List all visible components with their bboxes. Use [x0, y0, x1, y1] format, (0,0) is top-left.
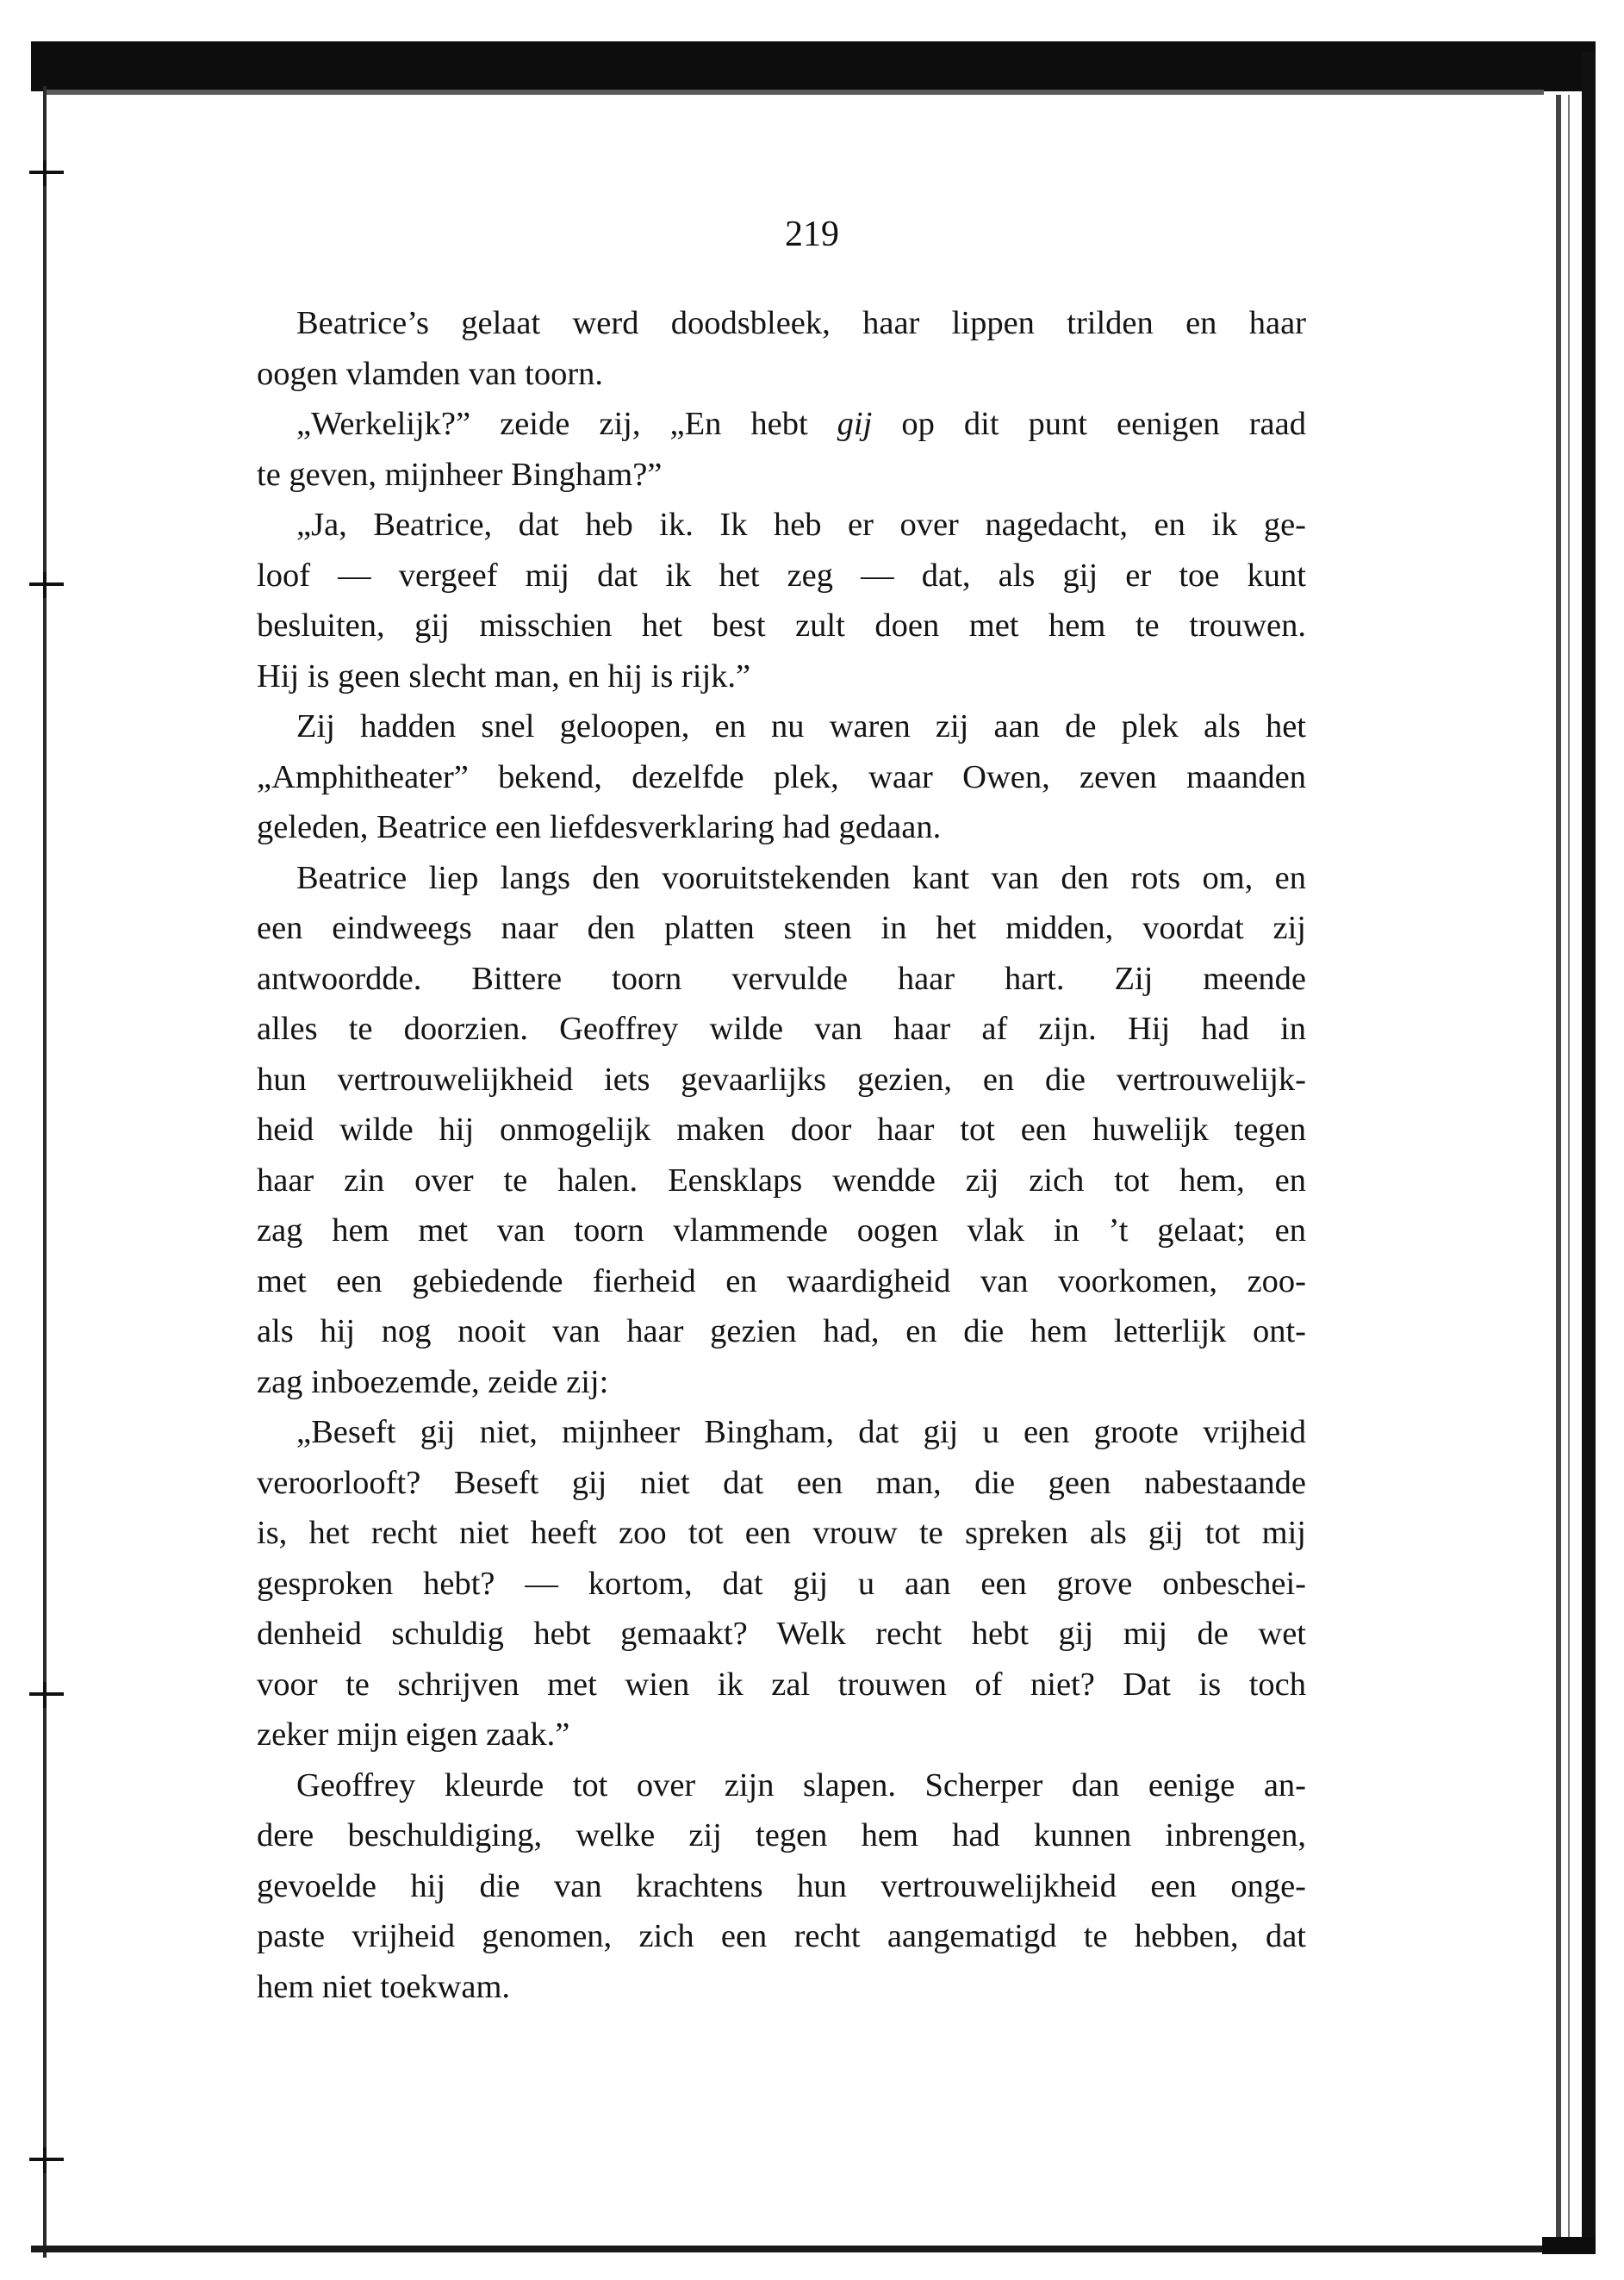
text-line: antwoordde. Bittere toorn vervulde haar hart. Zij meende [257, 960, 1306, 997]
text-line: „Beseft gij niet, mijnheer Bingham, dat gij u een groote vrijheid [296, 1414, 1306, 1450]
text-line: haar zin over te halen. Eensklaps wendde zij zich tot hem, en [257, 1162, 1306, 1199]
scan-top-shadow [45, 90, 1544, 95]
binding-mark [43, 572, 47, 598]
text-line: Hij is geen slecht man, en hij is rijk.” [257, 657, 751, 695]
text-line: gesproken hebt? — kortom, dat gij u aan een grove onbeschei- [257, 1565, 1306, 1602]
binding-mark [29, 582, 64, 586]
text-line: voor te schrijven met wien ik zal trouwen of niet? Dat is toch [257, 1666, 1306, 1703]
text-line: Zij hadden snel geloopen, en nu waren zij aan de plek als het [296, 708, 1306, 744]
text-line: „Amphitheater” bekend, dezelfde plek, waar Owen, zeven maanden [257, 758, 1306, 795]
text-line: een eindweegs naar den platten steen in het midden, voordat zij [257, 910, 1306, 946]
text-line: Beatrice liep langs den vooruitstekenden kant van den rots om, en [296, 859, 1306, 896]
text-line: hem niet toekwam. [257, 1968, 511, 2005]
text-line: Beatrice’s gelaat werd doodsbleek, haar lippen trilden en haar [296, 305, 1306, 341]
scan-left-edge [43, 86, 47, 2258]
text-line: heid wilde hij onmogelijk maken door haar tot een huwelijk tegen [257, 1112, 1306, 1148]
text-line: zeker mijn eigen zaak.” [257, 1716, 570, 1753]
text-line: hun vertrouwelijkheid iets gevaarlijks gezien, en die vertrouwelijk- [257, 1061, 1306, 1098]
binding-mark [29, 171, 64, 174]
scan-bottom-right-corner [1542, 2237, 1596, 2254]
text-line: dere beschuldiging, welke zij tegen hem had kunnen inbrengen, [257, 1817, 1306, 1853]
text-line: met een gebiedende fierheid en waardigheid van voorkomen, zoo- [257, 1262, 1306, 1299]
text-line: te geven, mijnheer Bingham?” [257, 456, 663, 493]
scan-right-border [1582, 52, 1596, 2249]
scan-top-border [31, 41, 1596, 91]
text-line: geleden, Beatrice een liefdesverklaring had gedaan. [257, 809, 942, 845]
text-line: oogen vlamden van toorn. [257, 355, 604, 392]
scan-right-inner-edge [1556, 95, 1561, 2249]
binding-mark [43, 1682, 47, 1708]
text-line: Geoffrey kleurde tot over zijn slapen. Scherper dan eenige an- [296, 1766, 1306, 1803]
text-line: zag hem met van toorn vlammende oogen vlak in ’t gelaat; en [257, 1212, 1306, 1249]
text-line: „Werkelijk?” zeide zij, „En hebt gij op dit punt eenigen raad [296, 406, 1306, 442]
scan-right-thin-edge [1568, 95, 1570, 2249]
text-line: is, het recht niet heeft zoo tot een vrouw te spreken als gij tot mij [257, 1515, 1306, 1551]
text-line: „Ja, Beatrice, dat heb ik. Ik heb er over nagedacht, en ik ge- [296, 507, 1306, 543]
text-line: paste vrijheid genomen, zich een recht aangematigd te hebben, dat [257, 1918, 1306, 1954]
scan-bottom-border [31, 2246, 1596, 2252]
text-line: alles te doorzien. Geoffrey wilde van haar af zijn. Hij had in [257, 1011, 1306, 1047]
text-line: als hij nog nooit van haar gezien had, en die hem letterlijk ont- [257, 1313, 1306, 1349]
binding-mark [29, 2158, 64, 2161]
binding-mark [43, 2147, 47, 2173]
emphasis: gij [837, 406, 873, 442]
binding-mark [29, 1692, 64, 1696]
binding-mark [43, 160, 47, 186]
text-line: besluiten, gij misschien het best zult doen met hem te trouwen. [257, 607, 1306, 644]
body-text [257, 298, 1306, 2012]
text-line: gevoelde hij die van krachtens hun vertrouwelijkheid een onge- [257, 1867, 1306, 1904]
text-line: loof — vergeef mij dat ik het zeg — dat, als gij er toe kunt [257, 557, 1306, 594]
text-line: veroorlooft? Beseft gij niet dat een man, die geen nabestaande [257, 1464, 1306, 1501]
page-number: 219 [785, 215, 839, 254]
text-line: denheid schuldig hebt gemaakt? Welk recht hebt gij mij de wet [257, 1616, 1306, 1652]
text-line: zag inboezemde, zeide zij: [257, 1363, 609, 1400]
